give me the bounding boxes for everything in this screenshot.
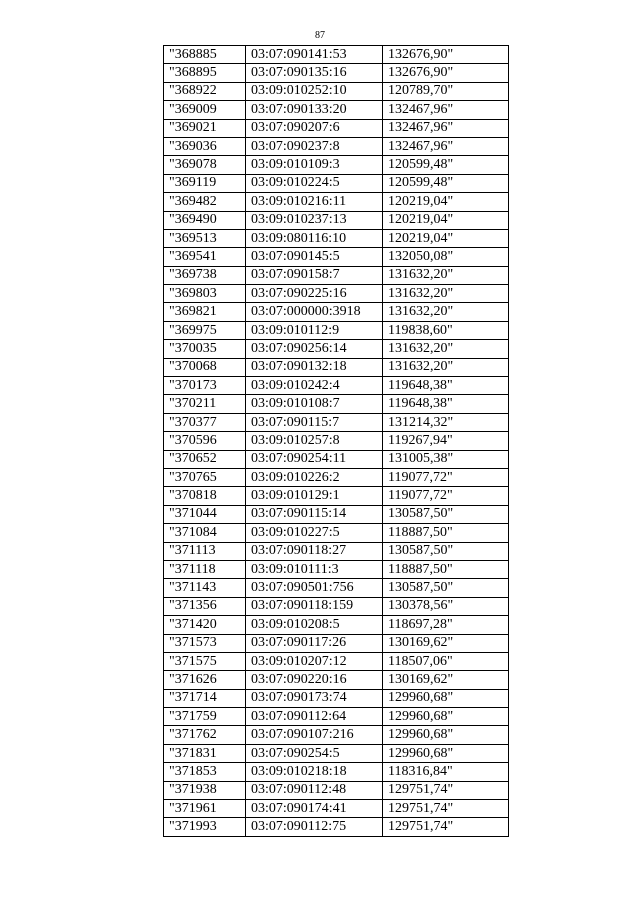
cadastral-number-cell: 03:09:010218:18 bbox=[246, 763, 383, 781]
table-row bbox=[164, 616, 509, 634]
value-cell: 132467,96" bbox=[383, 119, 509, 137]
value-cell: 131632,20" bbox=[383, 285, 509, 303]
table-row bbox=[164, 193, 509, 211]
value-cell: 131005,38" bbox=[383, 450, 509, 468]
cadastral-number-cell: 03:07:090158:7 bbox=[246, 266, 383, 284]
record-id-cell: "371084 bbox=[164, 524, 246, 542]
table-row bbox=[164, 597, 509, 615]
table-row bbox=[164, 524, 509, 542]
value-cell: 119648,38" bbox=[383, 377, 509, 395]
value-cell: 131632,20" bbox=[383, 266, 509, 284]
record-id-cell: "371714 bbox=[164, 689, 246, 707]
record-id-cell: "369078 bbox=[164, 156, 246, 174]
value-cell: 132676,90" bbox=[383, 46, 509, 64]
record-id-cell: "370068 bbox=[164, 358, 246, 376]
table-row bbox=[164, 413, 509, 431]
record-id-cell: "371356 bbox=[164, 597, 246, 615]
cadastral-number-cell: 03:07:090115:7 bbox=[246, 413, 383, 431]
table-row bbox=[164, 119, 509, 137]
cadastral-number-cell: 03:07:090117:26 bbox=[246, 634, 383, 652]
cadastral-number-cell: 03:07:090112:48 bbox=[246, 781, 383, 799]
value-cell: 131632,20" bbox=[383, 303, 509, 321]
table-row bbox=[164, 744, 509, 762]
record-id-cell: "369119 bbox=[164, 174, 246, 192]
value-cell: 131632,20" bbox=[383, 358, 509, 376]
value-cell: 132467,96" bbox=[383, 101, 509, 119]
record-id-cell: "371762 bbox=[164, 726, 246, 744]
value-cell: 129960,68" bbox=[383, 689, 509, 707]
table-row bbox=[164, 174, 509, 192]
table-row bbox=[164, 432, 509, 450]
cadastral-number-cell: 03:09:010112:9 bbox=[246, 321, 383, 339]
record-id-cell: "369975 bbox=[164, 321, 246, 339]
record-id-cell: "371961 bbox=[164, 800, 246, 818]
cadastral-number-cell: 03:07:090133:20 bbox=[246, 101, 383, 119]
table-row bbox=[164, 137, 509, 155]
table-row bbox=[164, 303, 509, 321]
value-cell: 130169,62" bbox=[383, 671, 509, 689]
value-cell: 118887,50" bbox=[383, 560, 509, 578]
table-row bbox=[164, 46, 509, 64]
record-id-cell: "371831 bbox=[164, 744, 246, 762]
table-row bbox=[164, 579, 509, 597]
value-cell: 120789,70" bbox=[383, 82, 509, 100]
table-body bbox=[164, 46, 509, 837]
record-id-cell: "369821 bbox=[164, 303, 246, 321]
record-id-cell: "371113 bbox=[164, 542, 246, 560]
table-row bbox=[164, 560, 509, 578]
cadastral-number-cell: 03:07:090107:216 bbox=[246, 726, 383, 744]
table-row bbox=[164, 671, 509, 689]
table-row bbox=[164, 542, 509, 560]
cadastral-number-cell: 03:09:010237:13 bbox=[246, 211, 383, 229]
record-id-cell: "369513 bbox=[164, 229, 246, 247]
cadastral-number-cell: 03:07:090254:11 bbox=[246, 450, 383, 468]
record-id-cell: "369036 bbox=[164, 137, 246, 155]
record-id-cell: "368922 bbox=[164, 82, 246, 100]
cadastral-number-cell: 03:07:090118:27 bbox=[246, 542, 383, 560]
value-cell: 132467,96" bbox=[383, 137, 509, 155]
record-id-cell: "369803 bbox=[164, 285, 246, 303]
table-row bbox=[164, 468, 509, 486]
cadastral-number-cell: 03:07:090115:14 bbox=[246, 505, 383, 523]
cadastral-number-cell: 03:07:090225:16 bbox=[246, 285, 383, 303]
record-id-cell: "370211 bbox=[164, 395, 246, 413]
table-row bbox=[164, 340, 509, 358]
record-id-cell: "370596 bbox=[164, 432, 246, 450]
cadastral-number-cell: 03:07:090256:14 bbox=[246, 340, 383, 358]
cadastral-number-cell: 03:07:090254:5 bbox=[246, 744, 383, 762]
table-row bbox=[164, 229, 509, 247]
value-cell: 130169,62" bbox=[383, 634, 509, 652]
value-cell: 130587,50" bbox=[383, 579, 509, 597]
record-id-cell: "370377 bbox=[164, 413, 246, 431]
table-row bbox=[164, 156, 509, 174]
cadastral-number-cell: 03:07:090207:6 bbox=[246, 119, 383, 137]
table-row bbox=[164, 248, 509, 266]
table-row bbox=[164, 211, 509, 229]
table-row bbox=[164, 358, 509, 376]
record-id-cell: "371420 bbox=[164, 616, 246, 634]
record-id-cell: "371044 bbox=[164, 505, 246, 523]
table-row bbox=[164, 64, 509, 82]
value-cell: 130587,50" bbox=[383, 505, 509, 523]
table-row bbox=[164, 689, 509, 707]
record-id-cell: "370818 bbox=[164, 487, 246, 505]
table-row bbox=[164, 634, 509, 652]
cadastral-number-cell: 03:09:010216:11 bbox=[246, 193, 383, 211]
table-row bbox=[164, 652, 509, 670]
cadastral-number-cell: 03:07:090112:64 bbox=[246, 708, 383, 726]
cadastral-number-cell: 03:07:090173:74 bbox=[246, 689, 383, 707]
value-cell: 131214,32" bbox=[383, 413, 509, 431]
cadastral-number-cell: 03:09:080116:10 bbox=[246, 229, 383, 247]
table-row bbox=[164, 505, 509, 523]
table-row bbox=[164, 285, 509, 303]
cadastral-number-cell: 03:09:010226:2 bbox=[246, 468, 383, 486]
record-id-cell: "369490 bbox=[164, 211, 246, 229]
record-id-cell: "371853 bbox=[164, 763, 246, 781]
value-cell: 118887,50" bbox=[383, 524, 509, 542]
cadastral-number-cell: 03:07:090112:75 bbox=[246, 818, 383, 836]
table-row bbox=[164, 395, 509, 413]
table-row bbox=[164, 818, 509, 836]
record-id-cell: "369009 bbox=[164, 101, 246, 119]
value-cell: 120599,48" bbox=[383, 156, 509, 174]
table-row bbox=[164, 726, 509, 744]
value-cell: 130587,50" bbox=[383, 542, 509, 560]
record-id-cell: "371993 bbox=[164, 818, 246, 836]
value-cell: 129960,68" bbox=[383, 726, 509, 744]
cadastral-number-cell: 03:09:010208:5 bbox=[246, 616, 383, 634]
record-id-cell: "371626 bbox=[164, 671, 246, 689]
cadastral-number-cell: 03:07:090145:5 bbox=[246, 248, 383, 266]
cadastral-number-cell: 03:09:010129:1 bbox=[246, 487, 383, 505]
record-id-cell: "371573 bbox=[164, 634, 246, 652]
cadastral-number-cell: 03:09:010108:7 bbox=[246, 395, 383, 413]
value-cell: 131632,20" bbox=[383, 340, 509, 358]
table-row bbox=[164, 82, 509, 100]
value-cell: 120599,48" bbox=[383, 174, 509, 192]
table-row bbox=[164, 101, 509, 119]
cadastral-number-cell: 03:07:090132:18 bbox=[246, 358, 383, 376]
record-id-cell: "371938 bbox=[164, 781, 246, 799]
cadastral-number-cell: 03:09:010109:3 bbox=[246, 156, 383, 174]
table-row bbox=[164, 321, 509, 339]
record-id-cell: "369738 bbox=[164, 266, 246, 284]
page-number: 87 bbox=[315, 30, 325, 41]
value-cell: 130378,56" bbox=[383, 597, 509, 615]
cadastral-number-cell: 03:09:010224:5 bbox=[246, 174, 383, 192]
table-row bbox=[164, 708, 509, 726]
record-id-cell: "371575 bbox=[164, 652, 246, 670]
value-cell: 129960,68" bbox=[383, 744, 509, 762]
cadastral-number-cell: 03:07:090135:16 bbox=[246, 64, 383, 82]
value-cell: 129751,74" bbox=[383, 781, 509, 799]
record-id-cell: "369482 bbox=[164, 193, 246, 211]
cadastral-number-cell: 03:09:010242:4 bbox=[246, 377, 383, 395]
record-id-cell: "370173 bbox=[164, 377, 246, 395]
record-id-cell: "370765 bbox=[164, 468, 246, 486]
record-id-cell: "371118 bbox=[164, 560, 246, 578]
value-cell: 118697,28" bbox=[383, 616, 509, 634]
value-cell: 119838,60" bbox=[383, 321, 509, 339]
record-id-cell: "370035 bbox=[164, 340, 246, 358]
table-row bbox=[164, 266, 509, 284]
cadastral-number-cell: 03:07:090141:53 bbox=[246, 46, 383, 64]
value-cell: 129751,74" bbox=[383, 800, 509, 818]
value-cell: 120219,04" bbox=[383, 229, 509, 247]
value-cell: 118316,84" bbox=[383, 763, 509, 781]
cadastral-number-cell: 03:07:090237:8 bbox=[246, 137, 383, 155]
cadastral-number-cell: 03:07:090174:41 bbox=[246, 800, 383, 818]
table-row bbox=[164, 450, 509, 468]
table-row bbox=[164, 487, 509, 505]
record-id-cell: "371143 bbox=[164, 579, 246, 597]
value-cell: 119077,72" bbox=[383, 487, 509, 505]
table-row bbox=[164, 377, 509, 395]
cadastral-number-cell: 03:07:090501:756 bbox=[246, 579, 383, 597]
record-id-cell: "371759 bbox=[164, 708, 246, 726]
cadastral-number-cell: 03:09:010207:12 bbox=[246, 652, 383, 670]
record-id-cell: "369021 bbox=[164, 119, 246, 137]
cadastral-number-cell: 03:09:010252:10 bbox=[246, 82, 383, 100]
cadastral-number-cell: 03:09:010257:8 bbox=[246, 432, 383, 450]
cadastral-number-cell: 03:09:010111:3 bbox=[246, 560, 383, 578]
cadastral-number-cell: 03:07:000000:3918 bbox=[246, 303, 383, 321]
record-id-cell: "370652 bbox=[164, 450, 246, 468]
table-row bbox=[164, 781, 509, 799]
value-cell: 129960,68" bbox=[383, 708, 509, 726]
value-cell: 120219,04" bbox=[383, 193, 509, 211]
value-cell: 129751,74" bbox=[383, 818, 509, 836]
value-cell: 119267,94" bbox=[383, 432, 509, 450]
data-table bbox=[163, 45, 509, 837]
value-cell: 119648,38" bbox=[383, 395, 509, 413]
value-cell: 119077,72" bbox=[383, 468, 509, 486]
value-cell: 118507,06" bbox=[383, 652, 509, 670]
record-id-cell: "369541 bbox=[164, 248, 246, 266]
value-cell: 132676,90" bbox=[383, 64, 509, 82]
record-id-cell: "368895 bbox=[164, 64, 246, 82]
value-cell: 132050,08" bbox=[383, 248, 509, 266]
value-cell: 120219,04" bbox=[383, 211, 509, 229]
table-row bbox=[164, 800, 509, 818]
table-row bbox=[164, 763, 509, 781]
record-id-cell: "368885 bbox=[164, 46, 246, 64]
cadastral-number-cell: 03:09:010227:5 bbox=[246, 524, 383, 542]
cadastral-number-cell: 03:07:090220:16 bbox=[246, 671, 383, 689]
cadastral-number-cell: 03:07:090118:159 bbox=[246, 597, 383, 615]
